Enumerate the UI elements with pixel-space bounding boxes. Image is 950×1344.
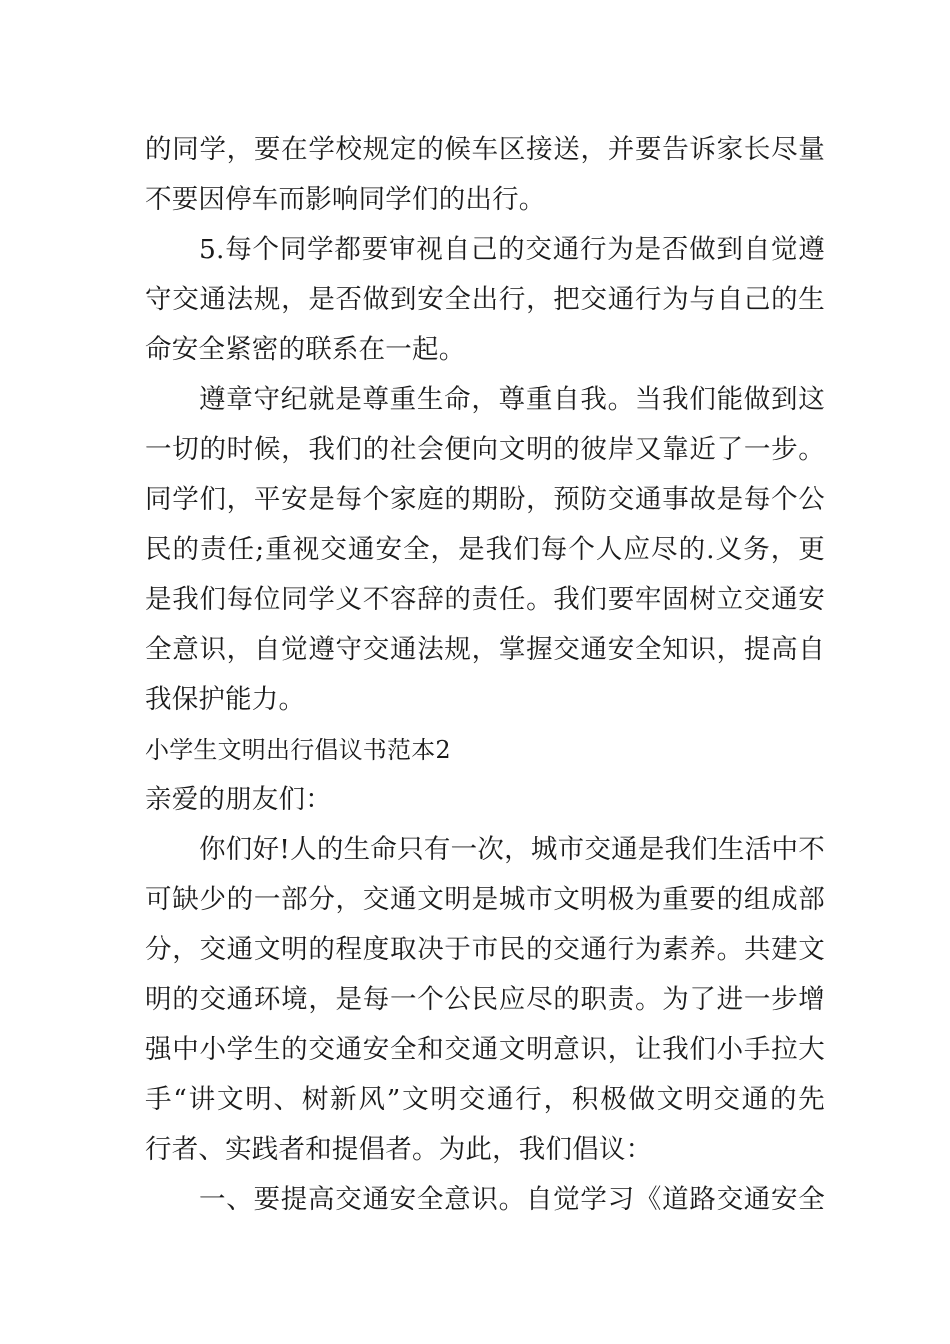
text-line: 全意识，自觉遵守交通法规，掌握交通安全知识，提高自 <box>145 634 825 665</box>
text-line: 是我们每位同学义不容辞的责任。我们要牢固树立交通安 <box>145 584 825 615</box>
text-line: 我保护能力。 <box>145 684 306 715</box>
text-line: 强中小学生的交通安全和交通文明意识，让我们小手拉大 <box>145 1034 825 1065</box>
text-line: 5.每个同学都要审视自己的交通行为是否做到自觉遵 <box>199 234 825 265</box>
text-line: 的同学，要在学校规定的候车区接送，并要告诉家长尽量 <box>145 134 825 165</box>
text-line: 不要因停车而影响同学们的出行。 <box>145 184 546 215</box>
text-line: 守交通法规，是否做到安全出行，把交通行为与自己的生 <box>145 284 825 315</box>
text-line: 民的责任;重视交通安全，是我们每个人应尽的.义务，更 <box>145 534 825 565</box>
text-line: 遵章守纪就是尊重生命，尊重自我。当我们能做到这 <box>199 384 825 415</box>
text-line: 同学们，平安是每个家庭的期盼，预防交通事故是每个公 <box>145 484 825 515</box>
text-line: 你们好!人的生命只有一次，城市交通是我们生活中不 <box>199 834 825 865</box>
text-line: 可缺少的一部分，交通文明是城市文明极为重要的组成部 <box>145 884 825 915</box>
text-line: 行者、实践者和提倡者。为此，我们倡议： <box>145 1134 653 1165</box>
text-line: 明的交通环境，是每一个公民应尽的职责。为了进一步增 <box>145 984 825 1015</box>
text-line: 一、要提高交通安全意识。自觉学习《道路交通安全 <box>199 1184 825 1215</box>
text-line: 手“讲文明、树新风”文明交通行，积极做文明交通的先 <box>145 1084 825 1115</box>
text-line: 分，交通文明的程度取决于市民的交通行为素养。共建文 <box>145 934 825 965</box>
text-line: 一切的时候，我们的社会便向文明的彼岸又靠近了一步。 <box>145 434 825 465</box>
salutation: 亲爱的朋友们： <box>145 784 332 815</box>
text-line: 命安全紧密的联系在一起。 <box>145 334 466 365</box>
section-heading: 小学生文明出行倡议书范本2 <box>145 736 451 764</box>
